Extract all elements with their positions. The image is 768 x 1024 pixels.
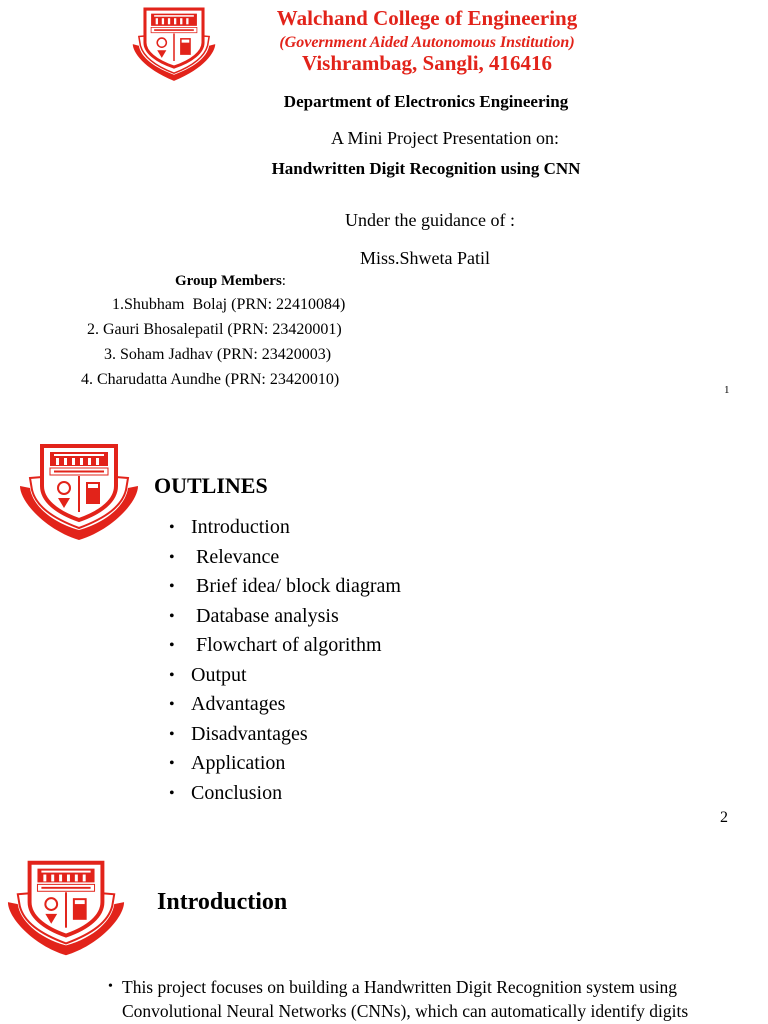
outline-item: [169, 631, 401, 661]
outline-item-label: Brief idea/ block diagram: [191, 575, 401, 597]
outline-item-label: Database analysis: [191, 604, 339, 627]
bullet-icon: •: [169, 666, 175, 684]
institution-type: (Government Aided Autonomous Institution): [279, 34, 575, 51]
outline-item: [169, 749, 401, 779]
outline-item-label: Application: [191, 752, 286, 774]
college-name: Walchand College of Engineering: [276, 6, 578, 30]
bullet-icon: •: [169, 637, 175, 654]
outline-item: [169, 572, 401, 602]
bullet-icon: •: [169, 519, 175, 536]
intro-text-line-1: This project focuses on building a Handwritten Digit Recognition system using: [122, 977, 678, 997]
outline-item: [169, 543, 401, 573]
outline-item-label: Disadvantages: [191, 722, 308, 745]
college-address: Vishrambag, Sangli, 416416: [301, 51, 553, 75]
department-name: Department of Electronics Engineering: [283, 92, 569, 111]
guide-name: Miss.Shweta Patil: [359, 248, 490, 268]
bullet-icon: •: [169, 696, 175, 713]
members-heading-colon: :: [281, 273, 286, 289]
outline-item-label: Relevance: [191, 545, 280, 568]
bullet-icon: •: [169, 548, 175, 566]
outline-item: [169, 690, 401, 720]
outline-item: [169, 779, 401, 809]
outlines-heading: OUTLINES: [154, 473, 268, 498]
college-crest-icon: [4, 858, 128, 958]
college-crest-icon: [16, 442, 142, 542]
outline-item: [169, 513, 401, 543]
member-item: 2. Gauri Bhosalepatil (PRN: 23420001): [87, 321, 342, 338]
page-number: 1: [724, 384, 730, 396]
member-item: 3. Soham Jadhav (PRN: 23420003): [104, 346, 332, 363]
group-members-heading: [175, 270, 286, 292]
outline-item-label: Advantages: [191, 693, 286, 715]
outline-item: [169, 720, 401, 750]
college-logo: [128, 6, 220, 90]
member-item: 1.Shubham Bolaj (PRN: 22410084): [112, 296, 346, 313]
project-title: Handwritten Digit Recognition using CNN: [271, 159, 581, 178]
presentation-intro: A Mini Project Presentation on:: [331, 128, 559, 148]
members-heading-label: Group Members: [175, 273, 282, 289]
bullet-icon: •: [169, 578, 175, 595]
college-logo: [16, 442, 142, 542]
outline-item: [169, 602, 401, 632]
intro-text-line-2: Convolutional Neural Networks (CNNs), which can automatically identify digits: [122, 1001, 689, 1021]
bullet-icon: •: [169, 755, 175, 772]
outline-list: [169, 513, 401, 808]
page-number: 2: [720, 809, 728, 826]
outline-item-label: Output: [191, 663, 247, 686]
college-crest-icon: [128, 6, 220, 90]
outline-item-label: Flowchart of algorithm: [191, 634, 382, 656]
bullet-icon: •: [108, 979, 113, 994]
outline-item: [169, 661, 401, 691]
college-logo: [4, 858, 128, 958]
introduction-heading: Introduction: [157, 889, 288, 915]
outline-item-label: Conclusion: [191, 781, 283, 804]
bullet-icon: •: [169, 607, 175, 625]
bullet-icon: •: [169, 784, 175, 802]
guidance-label: Under the guidance of :: [345, 210, 515, 230]
member-item: 4. Charudatta Aundhe (PRN: 23420010): [81, 371, 340, 388]
outline-item-label: Introduction: [191, 516, 290, 538]
bullet-icon: •: [169, 725, 175, 743]
